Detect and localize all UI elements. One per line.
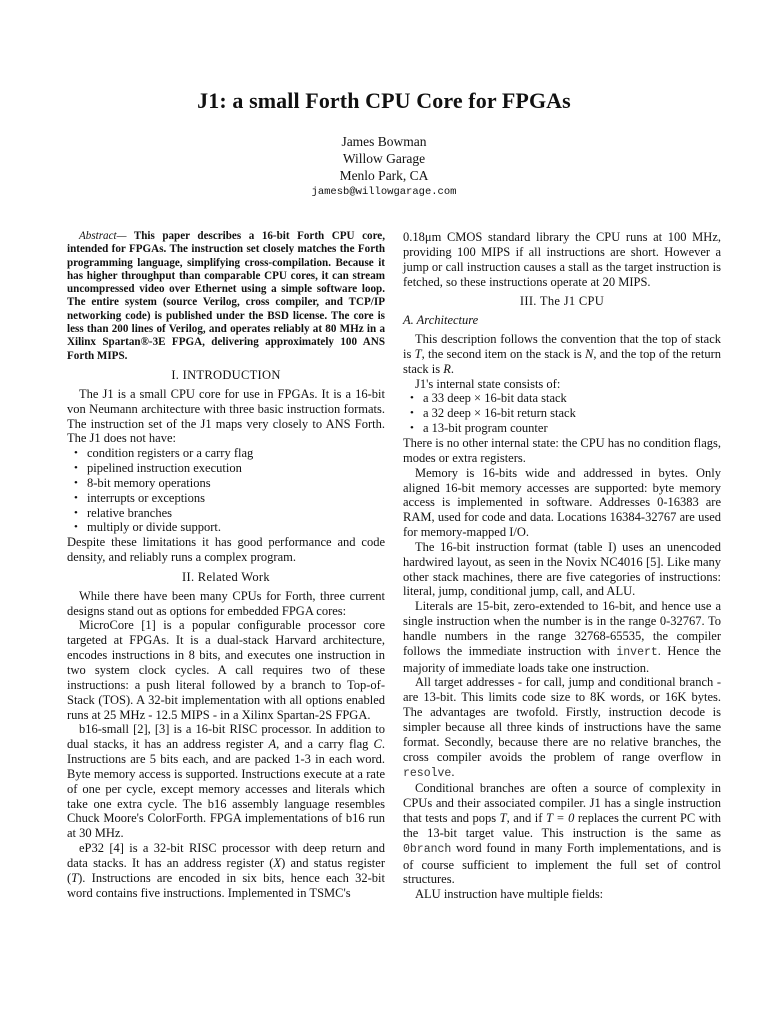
list-item: • interrupts or exceptions [87, 491, 385, 506]
author-location: Menlo Park, CA [339, 168, 429, 183]
instruction-format-paragraph: The 16-bit instruction format (table I) uses an unencoded hardwired layout, as seen in the Novix NC4016 [5]. Like many other stack machines, there are five categories of instructions: literal, jump, conditional jump, call, and ALU. [403, 539, 721, 599]
conditional-branch-paragraph: Conditional branches are often a source of complexity in CPUs and their associated compiler. J1 has a single instruction that tests and pops T, and if T = 0 replaces the current PC with the 13-bit target value. This instruction is the same as 0branch word found in many Forth implementations, and is of course sufficient to implement the full set of control structures. [403, 781, 721, 887]
architecture-paragraph: This description follows the convention that the top of stack is T, the second item on the stack is N, and the top of the return stack is R. [403, 332, 721, 376]
ep32-continuation: 0.18μm CMOS standard library the CPU runs at 100 MHz, providing 100 MIPS if all instructions are short. However a jump or call instruction causes a stall as the target instruction is fetched, so these instructions operate at 20 MIPS. [403, 230, 721, 289]
literals-paragraph: Literals are 15-bit, zero-extended to 16-bit, and hence use a single instruction when the number is in the range 0-32767. To handle numbers in the range 32768-65535, the compiler follows the immediate instruction with invert. Hence the majority of immediate loads take one instruction. [403, 599, 721, 675]
related-paragraph-b16: b16-small [2], [3] is a 16-bit RISC processor. In addition to dual stacks, it has an address register A, and a carry flag C. Instructions are 5 bits each, and are packed 1-3 in each word. Byte memory access is supported. Instructions execute at a rate of one per cycle, except memory accesses and literals which take one extra cycle. The b16 assembly language resembles Chuck Moore's ColorForth. FPGA implementations of b16 run at 30 MHz. [67, 722, 385, 841]
section-heading-introduction: I. INTRODUCTION [171, 367, 281, 382]
author-email: jamesb@willowgarage.com [311, 186, 457, 198]
related-paragraph-ep32: eP32 [4] is a 32-bit RISC processor with deep return and data stacks. It has an address register (X) and status register (T). Instructions are encoded in six bits, hence each 32-bit word contains five instructions. Implemented in TSMC's [67, 841, 385, 900]
list-item: • relative branches [87, 506, 385, 521]
limitations-list [67, 446, 385, 535]
right-column [403, 230, 721, 902]
list-item: • a 32 deep × 16-bit return stack [423, 406, 721, 421]
author-affiliation: Willow Garage [342, 151, 426, 166]
section-heading-j1-cpu: III. The J1 CPU [519, 294, 605, 309]
abstract [67, 230, 385, 363]
left-column [67, 230, 385, 901]
list-item: • pipelined instruction execution [87, 461, 385, 476]
abstract-lead: Abstract— [79, 230, 127, 242]
section-heading-related-work: II. Related Work [182, 569, 270, 584]
list-item: • a 13-bit program counter [423, 421, 721, 436]
alu-paragraph: ALU instruction have multiple fields: [415, 887, 604, 902]
author-block [0, 133, 768, 201]
related-paragraph: While there have been many CPUs for Forth, three current designs stand out as options for embedded FPGA cores: [67, 588, 385, 618]
author-name: James Bowman [341, 134, 427, 149]
memory-paragraph: Memory is 16-bits wide and addressed in bytes. Only aligned 16-bit memory accesses are supported: byte memory access is implemented in software. Addresses 0-16383 are RAM, used for code and data. Locations 16384-32767 are used for memory-mapped I/O. [403, 465, 721, 540]
related-paragraph-microcore: MicroCore [1] is a popular configurable processor core targeted at FPGAs. It is a dual-stack Harvard architecture, encodes instructions in 8 bits, and executes one instruction in two system clock cycles. A call requires two of these instructions: a push literal followed by a branch to Top-of-Stack (TOS). A 32-bit implementation with all options enabled runs at 25 MHz - 12.5 MIPS - in a Xilinx Spartan-2S FPGA. [67, 618, 385, 722]
architecture-paragraph: There is no other internal state: the CPU has no condition flags, modes or extra registers. [403, 435, 721, 465]
subsection-heading-architecture: A. Architecture [403, 313, 479, 328]
intro-paragraph: The J1 is a small CPU core for use in FPGAs. It is a 16-bit von Neumann architecture with three basic instruction formats. The instruction set of the J1 maps very closely to ANS Forth. The J1 does not have: [67, 386, 385, 446]
intro-paragraph: Despite these limitations it has good performance and code density, and reliably runs a complex program. [67, 535, 385, 565]
paper-title: J1: a small Forth CPU Core for FPGAs [197, 88, 571, 113]
list-item: • a 33 deep × 16-bit data stack [423, 391, 721, 406]
abstract-text: This paper describes a 16-bit Forth CPU core, intended for FPGAs. The instruction set closely matches the Forth programming language, simplifying cross-compilation. Because it has higher throughput than comparable CPU cores, it can stream uncompressed video over Ethernet using a simple software loop. The entire system (source Verilog, cross compiler, and TCP/IP networking code) is published under the BSD license. The core is less than 200 lines of Verilog, and operates reliably at 80 MHz in a Xilinx Spartan®-3E FPGA, delivering approximately 100 ANS Forth MIPS. [67, 230, 385, 362]
architecture-paragraph: J1's internal state consists of: [415, 376, 561, 391]
target-addresses-paragraph: All target addresses - for call, jump and conditional branch - are 13-bit. This limits code size to 8K words, or 16K bytes. The advantages are twofold. Firstly, instruction decode is simpler because all three kinds of instructions have the same format. Secondly, because there are no relative branches, the cross compiler avoids the problem of range overflow in resolve. [403, 675, 721, 780]
internal-state-list [403, 391, 721, 436]
list-item: • condition registers or a carry flag [87, 446, 385, 461]
list-item: • multiply or divide support. [87, 520, 385, 535]
list-item: • 8-bit memory operations [87, 476, 385, 491]
